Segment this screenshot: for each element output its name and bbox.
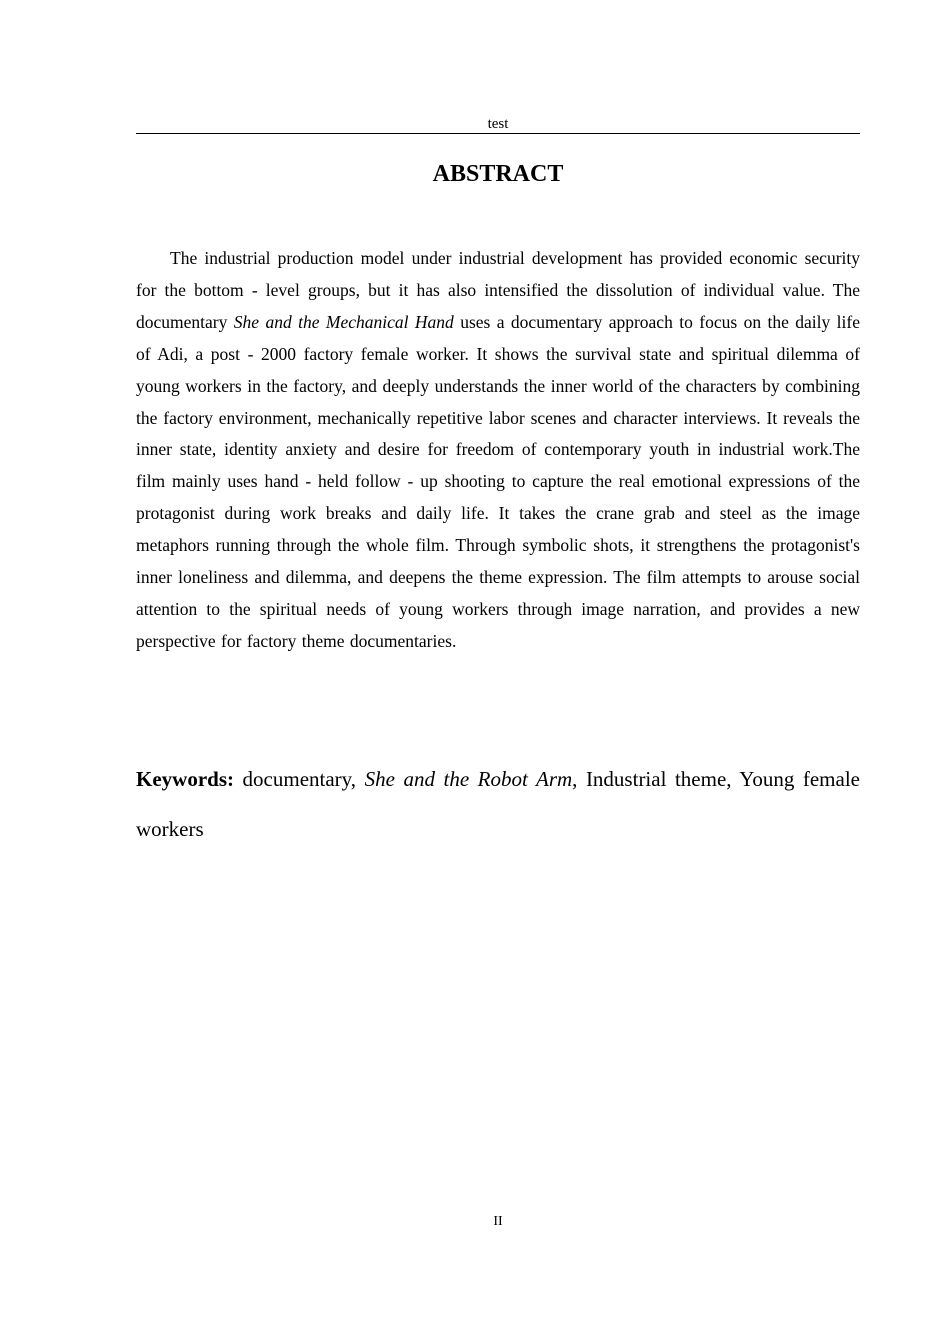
keywords-line <box>136 754 860 854</box>
abstract-film-title: She and the Mechanical Hand <box>233 311 454 332</box>
page-title: ABSTRACT <box>432 161 564 187</box>
running-header: test <box>487 116 509 132</box>
header-rule <box>136 133 860 134</box>
abstract-paragraph <box>136 243 860 658</box>
keywords-label: Keywords: <box>136 767 234 791</box>
keywords-film-title: She and the Robot Arm <box>364 767 573 791</box>
abstract-text-part2: uses a documentary approach to focus on the daily life of Adi, a post - 2000 factory female worker. It shows the survival state and spiritual dilemma of young workers in the factory, and deeply understands the inner world of the characters by combining the factory environment, mechanically repetitive labor scenes and character interviews. It reveals the inner state, identity anxiety and desire for freedom of contemporary youth in industrial work.The film mainly uses hand - held follow - up shooting to capture the real emotional expressions of the protagonist during work breaks and daily life. It takes the crane grab and steel as the image metaphors running through the whole film. Through symbolic shots, it strengthens the protagonist's inner loneliness and dilemma, and deepens the theme expression. The film attempts to arouse social attention to the spiritual needs of young workers through image narration, and provides a new perspective for factory theme documentaries. <box>136 311 860 651</box>
abstract-text-part1: The industrial production model under industrial development has provided economic security for the bottom - level groups, but it has also intensified the dissolution of individual value. The documentary <box>136 248 860 332</box>
keywords-text-before: documentary, <box>234 767 365 791</box>
keywords-text-after: , Industrial theme, Young female workers <box>136 767 860 841</box>
page-number: II <box>493 1214 503 1229</box>
